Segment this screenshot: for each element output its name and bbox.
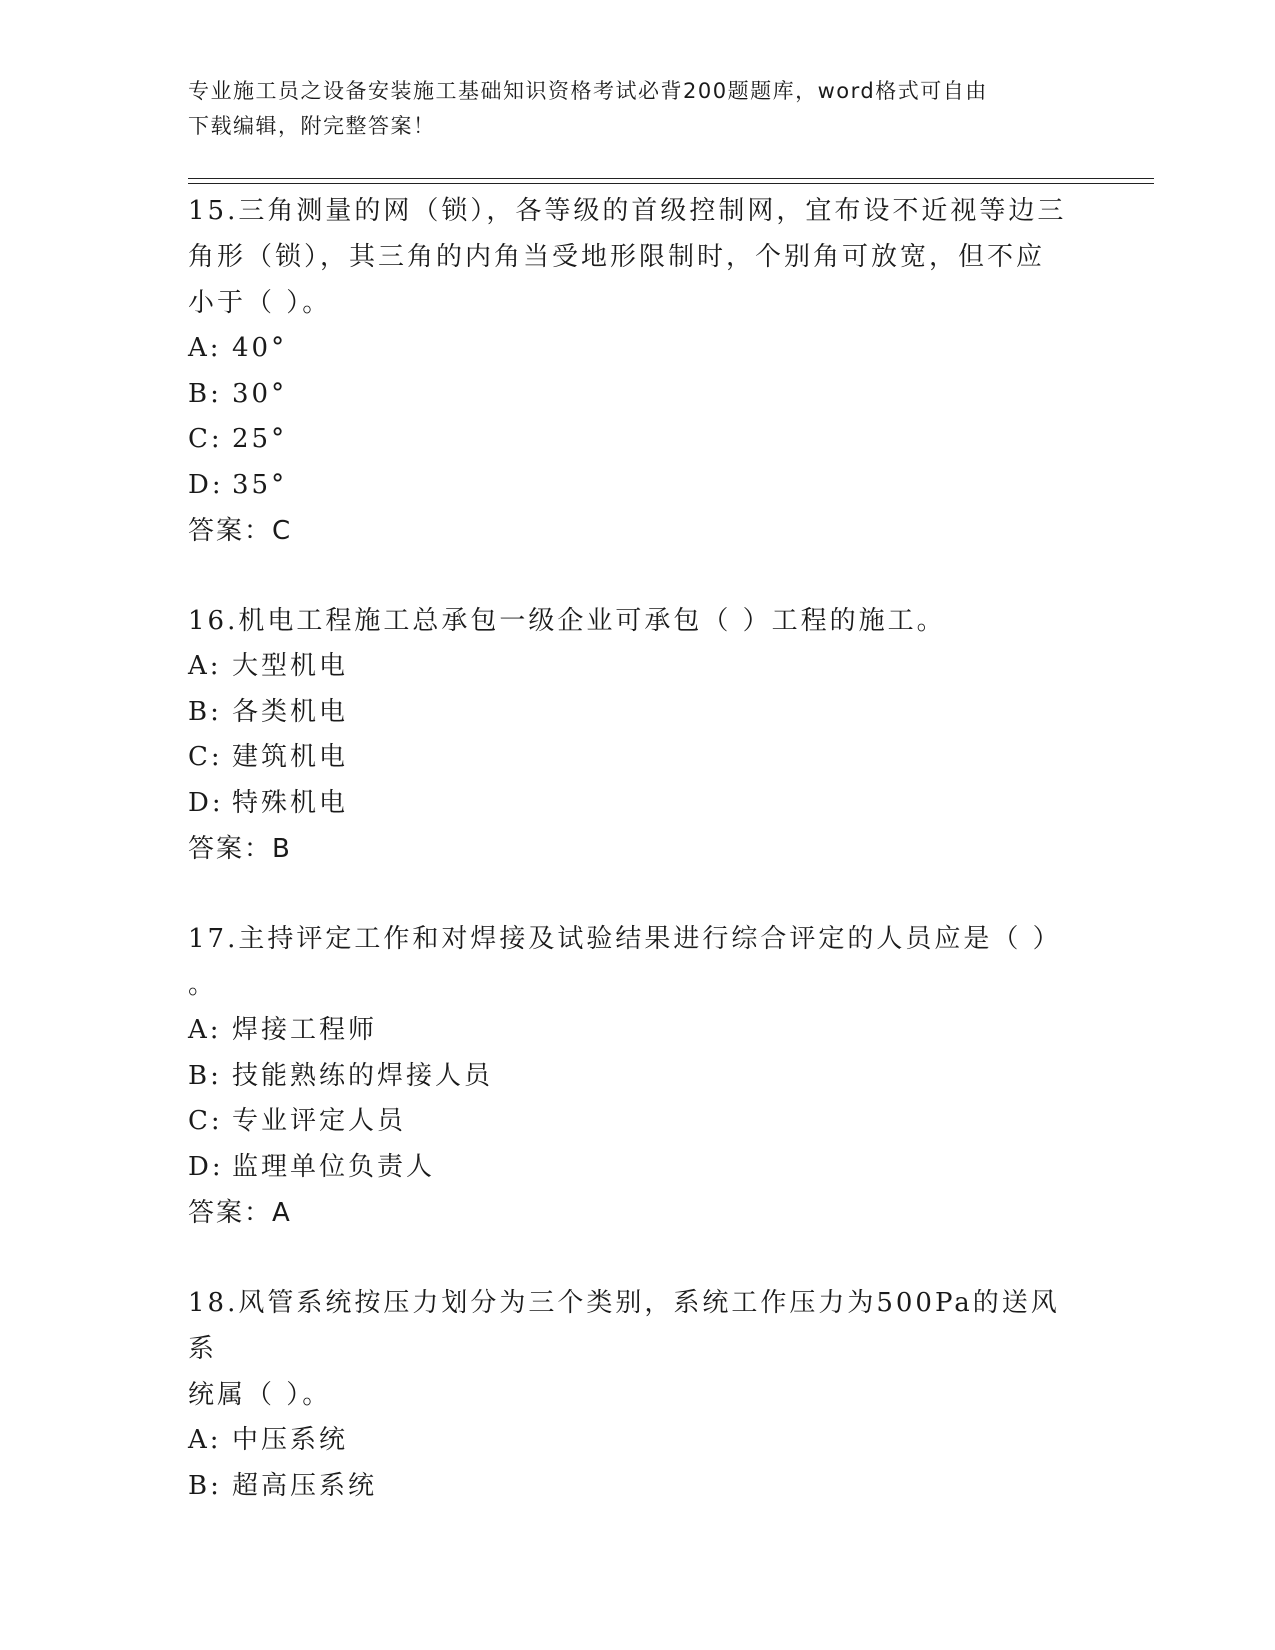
option-a <box>188 644 1088 690</box>
answer-line: 答案：C <box>188 516 293 546</box>
option-b <box>188 372 1088 418</box>
option-text: 专业评定人员 <box>232 1106 407 1136</box>
answer-line: 答案：B <box>188 834 292 864</box>
question-text-line: 17.主持评定工作和对焊接及试验结果进行综合评定的人员应是（ ） <box>188 924 1062 954</box>
option-c <box>188 1099 1088 1145</box>
option-text: 40° <box>232 333 288 363</box>
question-15 <box>188 188 1088 554</box>
option-text: 35° <box>232 469 288 500</box>
option-text: 超高压系统 <box>232 1470 378 1501</box>
question-16 <box>188 598 1088 872</box>
option-d <box>188 463 1088 509</box>
option-d <box>188 1145 1088 1191</box>
option-text: 25° <box>232 424 288 454</box>
question-text-line: 18.风管系统按压力划分为三个类别，系统工作压力为500Pa的送风系 <box>188 1288 1060 1364</box>
option-letter: C: <box>188 742 223 772</box>
header-divider-top <box>188 178 1154 179</box>
option-letter: B: <box>188 1470 222 1501</box>
option-b <box>188 1464 1088 1510</box>
option-text: 特殊机电 <box>232 787 349 818</box>
option-text: 30° <box>232 378 288 409</box>
question-text-line: 小于（ ）。 <box>188 288 332 318</box>
question-spacer <box>188 554 1088 598</box>
question-text-line: 15.三角测量的网（锁），各等级的首级控制网，宜布设不近视等边三 <box>188 196 1067 226</box>
question-text-line: 统属（ ）。 <box>188 1380 332 1410</box>
option-letter: C: <box>188 424 223 454</box>
answer-line: 答案：A <box>188 1198 292 1228</box>
question-text-line: 角形（锁），其三角的内角当受地形限制时，个别角可放宽，但不应 <box>188 242 1046 272</box>
header-divider-bottom <box>188 183 1154 184</box>
option-text: 监理单位负责人 <box>232 1151 436 1182</box>
question-text-line: 16.机电工程施工总承包一级企业可承包（ ）工程的施工。 <box>188 606 946 636</box>
option-a <box>188 1418 1088 1464</box>
header-line-2: 下载编辑，附完整答案！ <box>188 114 436 138</box>
question-18 <box>188 1280 1088 1509</box>
question-text-line: 。 <box>188 970 218 1000</box>
option-letter: D: <box>188 469 224 500</box>
option-letter: B: <box>188 1060 222 1091</box>
option-text: 建筑机电 <box>232 742 349 772</box>
option-letter: B: <box>188 378 222 409</box>
option-text: 中压系统 <box>232 1425 349 1455</box>
question-list <box>188 188 1088 1509</box>
question-17 <box>188 916 1088 1236</box>
option-letter: A: <box>188 1015 222 1045</box>
option-letter: D: <box>188 1151 224 1182</box>
option-letter: A: <box>188 1425 222 1455</box>
document-header <box>188 74 1068 144</box>
option-text: 焊接工程师 <box>232 1015 378 1045</box>
option-letter: A: <box>188 651 222 681</box>
option-b <box>188 1054 1088 1100</box>
option-c <box>188 735 1088 781</box>
option-b <box>188 690 1088 736</box>
option-d <box>188 781 1088 827</box>
header-line-1: 专业施工员之设备安装施工基础知识资格考试必背200题题库，word格式可自由 <box>188 79 988 103</box>
option-letter: A: <box>188 333 222 363</box>
question-spacer <box>188 872 1088 916</box>
option-a <box>188 1008 1088 1054</box>
option-a <box>188 326 1088 372</box>
option-letter: B: <box>188 696 222 727</box>
option-text: 大型机电 <box>232 651 349 681</box>
option-c <box>188 417 1088 463</box>
option-letter: D: <box>188 787 224 818</box>
question-spacer <box>188 1236 1088 1280</box>
option-text: 技能熟练的焊接人员 <box>232 1060 494 1091</box>
option-letter: C: <box>188 1106 223 1136</box>
option-text: 各类机电 <box>232 696 349 727</box>
